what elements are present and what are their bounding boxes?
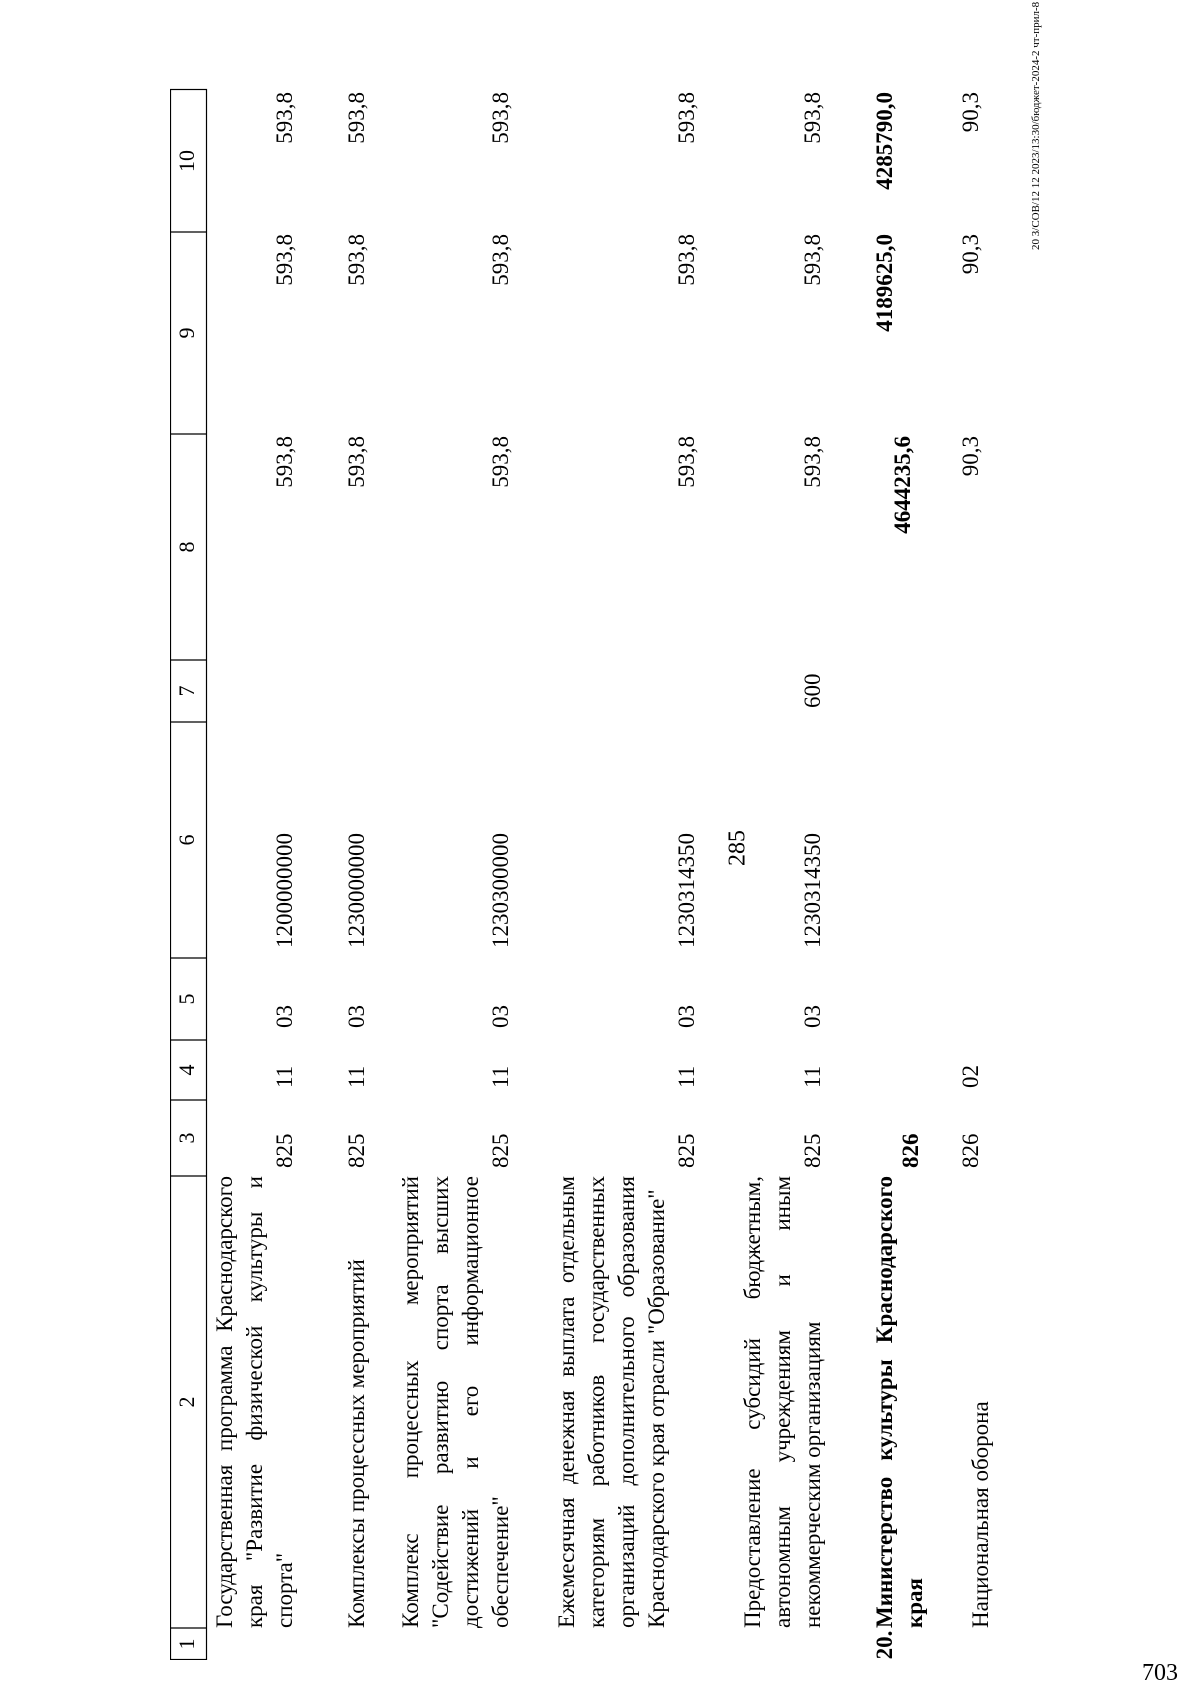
row-7-col-9: 90,3 — [958, 234, 983, 275]
row-7-name: Национальная оборона — [968, 1401, 993, 1628]
row-1-col-6: 1200000000 — [272, 833, 297, 948]
sheet-number: 703 — [1142, 1660, 1178, 1686]
row-4-col-5: 03 — [674, 1005, 699, 1028]
row-5-col-7: 600 — [800, 673, 825, 708]
row-3-col-9: 593,8 — [488, 234, 513, 286]
row-7-col-3: 826 — [958, 1133, 983, 1168]
header-col-10: 10 — [174, 150, 199, 172]
header-col-8: 8 — [174, 541, 199, 553]
row-4-name: Ежемесячная денежная выплата отдельным категориям работников государственных организаций дополнительного образования Краснодарского края отрасли "Образование" — [554, 1176, 669, 1628]
row-5-col-6: 1230314350 — [800, 833, 825, 948]
row-5-col-8: 593,8 — [800, 436, 825, 488]
row-1-col-10: 593,8 — [272, 92, 297, 144]
row-2-col-6: 1230000000 — [344, 833, 369, 948]
row-1-col-4: 11 — [272, 1065, 297, 1088]
row-2-col-10: 593,8 — [344, 92, 369, 144]
row-2-col-9: 593,8 — [344, 234, 369, 286]
row-7-col-4: 02 — [958, 1065, 983, 1088]
rotated-table-page — [170, 1, 1050, 1660]
row-4-col-8: 593,8 — [674, 436, 699, 488]
row-6-col-9: 4189625,0 — [872, 234, 897, 332]
header-col-2: 2 — [174, 1396, 199, 1408]
row-6-name: Министерство культуры Краснодарского края — [872, 1176, 927, 1628]
row-7-col-10: 90,3 — [958, 92, 983, 133]
row-1-col-5: 03 — [272, 1005, 297, 1028]
row-4-col-9: 593,8 — [674, 234, 699, 286]
row-2-name: Комплексы процессных мероприятий — [344, 1259, 369, 1628]
row-4-col-4: 11 — [674, 1065, 699, 1088]
footer-stamp: 20 З/СОВ/12 12 2023/13:30/бюджет-2024-2 чт-прил-8 — [1030, 1, 1042, 250]
header-col-5: 5 — [174, 993, 199, 1005]
row-4-col-3: 825 — [674, 1133, 699, 1168]
row-3-col-6: 1230300000 — [488, 833, 513, 948]
row-2-col-5: 03 — [344, 1005, 369, 1028]
header-col-7: 7 — [174, 685, 199, 697]
row-5-col-5: 03 — [800, 1005, 825, 1028]
header-col-3: 3 — [174, 1132, 199, 1144]
header-col-6: 6 — [174, 834, 199, 846]
row-5-col-3: 825 — [800, 1133, 825, 1168]
row-1-col-9: 593,8 — [272, 234, 297, 286]
row-3-col-3: 825 — [488, 1133, 513, 1168]
row-1-col-8: 593,8 — [272, 436, 297, 488]
row-3-col-8: 593,8 — [488, 436, 513, 488]
row-1-col-3: 825 — [272, 1133, 297, 1168]
row-5-name: Предоставление субсидий бюджетным, автономным учреждениям и иным некоммерческим организациям — [740, 1176, 825, 1628]
row-1-name: Государственная программа Краснодарского края "Развитие физической культуры и спорта" — [212, 1176, 297, 1628]
row-3-name: Комплекс процессных мероприятий "Содействие развитию спорта высших достижений и его информационное обеспечение" — [398, 1176, 513, 1628]
row-6-col-10: 4285790,0 — [872, 92, 897, 190]
header-col-1: 1 — [174, 1638, 199, 1650]
row-6-col-3: 826 — [898, 1133, 923, 1168]
row-6-col-8: 4644235,6 — [890, 436, 915, 534]
row-5-col-9: 593,8 — [800, 234, 825, 286]
row-7-col-8: 90,3 — [958, 436, 983, 477]
row-3-col-5: 03 — [488, 1005, 513, 1028]
page-number: 285 — [724, 830, 751, 866]
row-6-number: 20. — [872, 1630, 897, 1660]
row-2-col-8: 593,8 — [344, 436, 369, 488]
row-3-col-10: 593,8 — [488, 92, 513, 144]
row-2-col-3: 825 — [344, 1133, 369, 1168]
row-3-col-4: 11 — [488, 1065, 513, 1088]
row-5-col-4: 11 — [800, 1065, 825, 1088]
header-col-9: 9 — [174, 327, 199, 339]
row-4-col-10: 593,8 — [674, 92, 699, 144]
row-4-col-6: 1230314350 — [674, 833, 699, 948]
row-5-col-10: 593,8 — [800, 92, 825, 144]
header-col-4: 4 — [174, 1064, 199, 1076]
row-2-col-4: 11 — [344, 1065, 369, 1088]
